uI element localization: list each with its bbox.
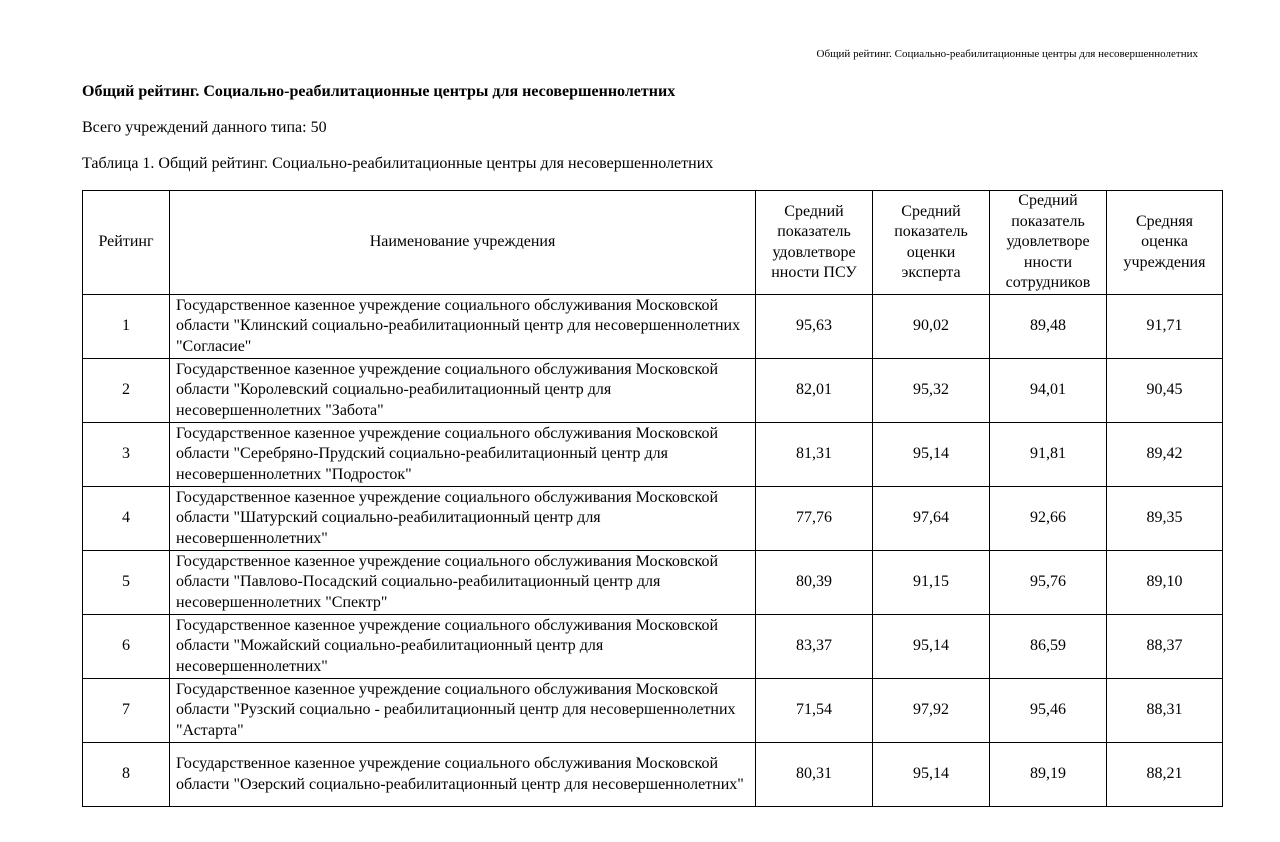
cell-employees: 94,01 bbox=[990, 359, 1107, 423]
cell-rank: 6 bbox=[83, 615, 170, 679]
cell-average: 88,31 bbox=[1107, 679, 1223, 743]
cell-rank: 1 bbox=[83, 295, 170, 359]
cell-psu: 82,01 bbox=[756, 359, 873, 423]
cell-employees: 89,48 bbox=[990, 295, 1107, 359]
cell-employees: 91,81 bbox=[990, 423, 1107, 487]
cell-name: Государственное казенное учреждение социального обслуживания Московской области "Серебряно-Прудский социально-реабилитационный центр для несовершеннолетних "Подросток" bbox=[170, 423, 756, 487]
cell-psu: 80,31 bbox=[756, 743, 873, 807]
cell-average: 89,35 bbox=[1107, 487, 1223, 551]
cell-expert: 97,64 bbox=[873, 487, 990, 551]
rating-table bbox=[82, 190, 1223, 807]
table-caption: Таблица 1. Общий рейтинг. Социально-реабилитационные центры для несовершеннолетних bbox=[82, 155, 714, 172]
cell-rank: 8 bbox=[83, 743, 170, 807]
cell-psu: 80,39 bbox=[756, 551, 873, 615]
cell-rank: 5 bbox=[83, 551, 170, 615]
header-expert-score: Средний показатель оценки эксперта bbox=[873, 191, 990, 295]
table-row bbox=[83, 423, 1223, 487]
cell-psu: 95,63 bbox=[756, 295, 873, 359]
table-row bbox=[83, 743, 1223, 807]
cell-name: Государственное казенное учреждение социального обслуживания Московской области "Рузский социально - реабилитационный центр для несовершеннолетних "Астарта" bbox=[170, 679, 756, 743]
document-title: Общий рейтинг. Социально-реабилитационные центры для несовершеннолетних bbox=[82, 83, 676, 100]
cell-psu: 77,76 bbox=[756, 487, 873, 551]
cell-rank: 2 bbox=[83, 359, 170, 423]
cell-employees: 86,59 bbox=[990, 615, 1107, 679]
cell-rank: 3 bbox=[83, 423, 170, 487]
cell-average: 88,21 bbox=[1107, 743, 1223, 807]
cell-name: Государственное казенное учреждение социального обслуживания Московской области "Можайский социально-реабилитационный центр для несовершеннолетних" bbox=[170, 615, 756, 679]
cell-average: 89,42 bbox=[1107, 423, 1223, 487]
cell-psu: 71,54 bbox=[756, 679, 873, 743]
cell-average: 90,45 bbox=[1107, 359, 1223, 423]
header-name: Наименование учреждения bbox=[170, 191, 756, 295]
table-row bbox=[83, 551, 1223, 615]
table-row bbox=[83, 615, 1223, 679]
cell-expert: 95,14 bbox=[873, 615, 990, 679]
cell-employees: 89,19 bbox=[990, 743, 1107, 807]
cell-psu: 83,37 bbox=[756, 615, 873, 679]
cell-average: 91,71 bbox=[1107, 295, 1223, 359]
cell-expert: 90,02 bbox=[873, 295, 990, 359]
cell-expert: 91,15 bbox=[873, 551, 990, 615]
cell-name: Государственное казенное учреждение социального обслуживания Московской области "Шатурский социально-реабилитационный центр для несовершеннолетних" bbox=[170, 487, 756, 551]
cell-expert: 95,14 bbox=[873, 423, 990, 487]
cell-employees: 92,66 bbox=[990, 487, 1107, 551]
cell-employees: 95,46 bbox=[990, 679, 1107, 743]
table-row bbox=[83, 359, 1223, 423]
cell-name: Государственное казенное учреждение социального обслуживания Московской области "Павлово-Посадский социально-реабилитационный центр для несовершеннолетних "Спектр" bbox=[170, 551, 756, 615]
cell-name: Государственное казенное учреждение социального обслуживания Московской области "Клинский социально-реабилитационный центр для несовершеннолетних "Согласие" bbox=[170, 295, 756, 359]
table-row bbox=[83, 679, 1223, 743]
table-header-row bbox=[83, 191, 1223, 295]
total-institutions: Всего учреждений данного типа: 50 bbox=[82, 119, 327, 136]
cell-expert: 95,14 bbox=[873, 743, 990, 807]
cell-average: 88,37 bbox=[1107, 615, 1223, 679]
cell-expert: 95,32 bbox=[873, 359, 990, 423]
cell-name: Государственное казенное учреждение социального обслуживания Московской области "Озерский социально-реабилитационный центр для несовершеннолетних" bbox=[170, 743, 756, 807]
cell-psu: 81,31 bbox=[756, 423, 873, 487]
header-rank: Рейтинг bbox=[83, 191, 170, 295]
cell-average: 89,10 bbox=[1107, 551, 1223, 615]
cell-rank: 7 bbox=[83, 679, 170, 743]
cell-rank: 4 bbox=[83, 487, 170, 551]
cell-name: Государственное казенное учреждение социального обслуживания Московской области "Королевский социально-реабилитационный центр для несовершеннолетних "Забота" bbox=[170, 359, 756, 423]
running-header: Общий рейтинг. Социально-реабилитационные центры для несовершеннолетних bbox=[816, 48, 1198, 60]
table-row bbox=[83, 487, 1223, 551]
header-psu-satisfaction: Средний показатель удовлетворе нности ПСУ bbox=[756, 191, 873, 295]
header-average-score: Средняя оценка учреждения bbox=[1107, 191, 1223, 295]
header-employee-satisfaction: Средний показатель удовлетворе нности сотрудников bbox=[990, 191, 1107, 295]
cell-expert: 97,92 bbox=[873, 679, 990, 743]
cell-employees: 95,76 bbox=[990, 551, 1107, 615]
table-row bbox=[83, 295, 1223, 359]
